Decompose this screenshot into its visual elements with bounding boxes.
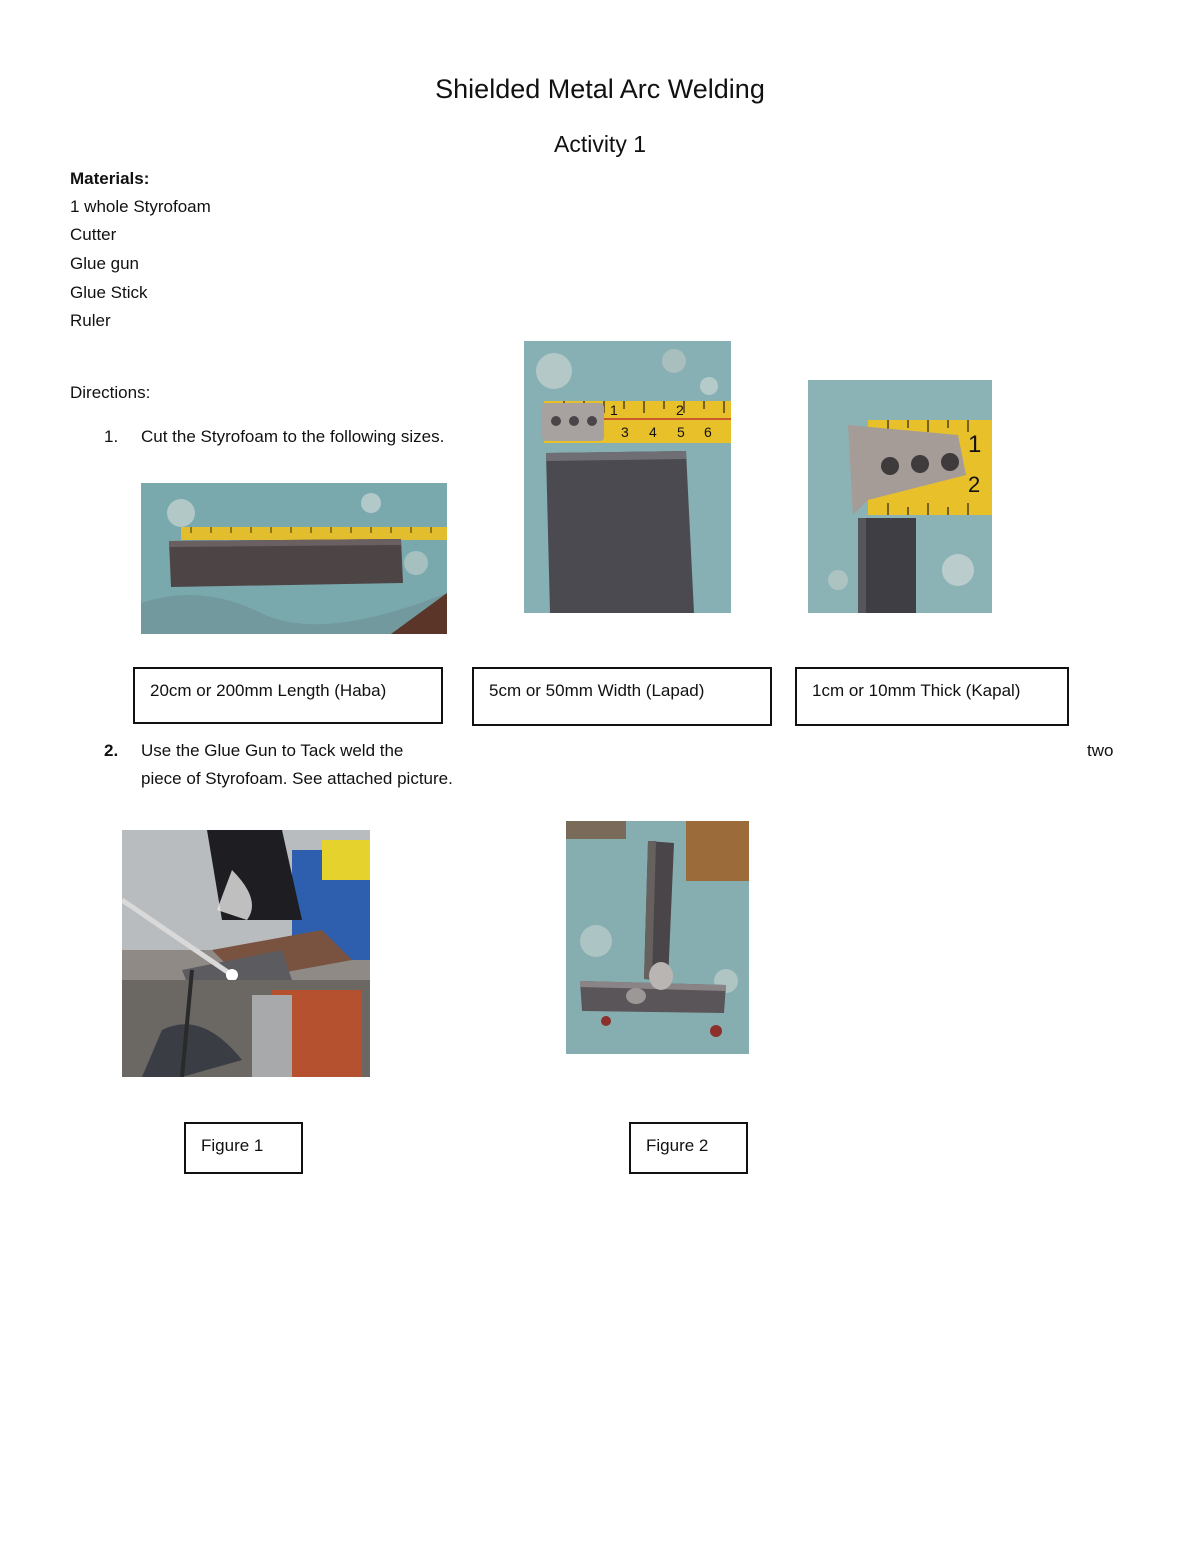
width-label-box: 5cm or 50mm Width (Lapad) (472, 667, 772, 726)
figure-2-label: Figure 2 (629, 1122, 748, 1174)
step-1-number: 1. (104, 427, 119, 446)
tape-mark: 1 (968, 431, 982, 458)
step-2-text-line1: Use the Glue Gun to Tack weld the (141, 741, 404, 760)
tape-mark: 1 (610, 402, 618, 418)
step-2-text-end: two (1087, 741, 1114, 760)
figure-1-photo (122, 830, 370, 1077)
directions-heading: Directions: (70, 383, 151, 402)
material-item: 1 whole Styrofoam (70, 197, 211, 216)
tape-mark: 6 (704, 424, 712, 440)
material-item: Ruler (70, 311, 111, 330)
tape-mark: 3 (621, 424, 629, 440)
material-item: Glue gun (70, 254, 139, 273)
document-title: Shielded Metal Arc Welding (435, 74, 765, 104)
step-1-text: Cut the Styrofoam to the following sizes. (141, 427, 445, 446)
materials-heading: Materials: (70, 169, 150, 188)
length-label-box: 20cm or 200mm Length (Haba) (133, 667, 443, 724)
figure-1-label: Figure 1 (184, 1122, 303, 1174)
tape-mark: 2 (968, 472, 981, 497)
material-item: Cutter (70, 225, 117, 244)
tape-mark: 4 (649, 424, 657, 440)
figure-2-photo (566, 821, 749, 1054)
step-2-number: 2. (104, 741, 119, 760)
tape-mark: 5 (677, 424, 685, 440)
length-photo (141, 483, 447, 634)
tape-mark: 2 (676, 402, 684, 418)
thick-label-box: 1cm or 10mm Thick (Kapal) (795, 667, 1069, 726)
material-item: Glue Stick (70, 283, 148, 302)
step-2-text-line2: piece of Styrofoam. See attached picture. (141, 769, 453, 788)
thick-photo (808, 380, 992, 613)
activity-subtitle: Activity 1 (553, 131, 647, 157)
width-photo (524, 341, 731, 613)
